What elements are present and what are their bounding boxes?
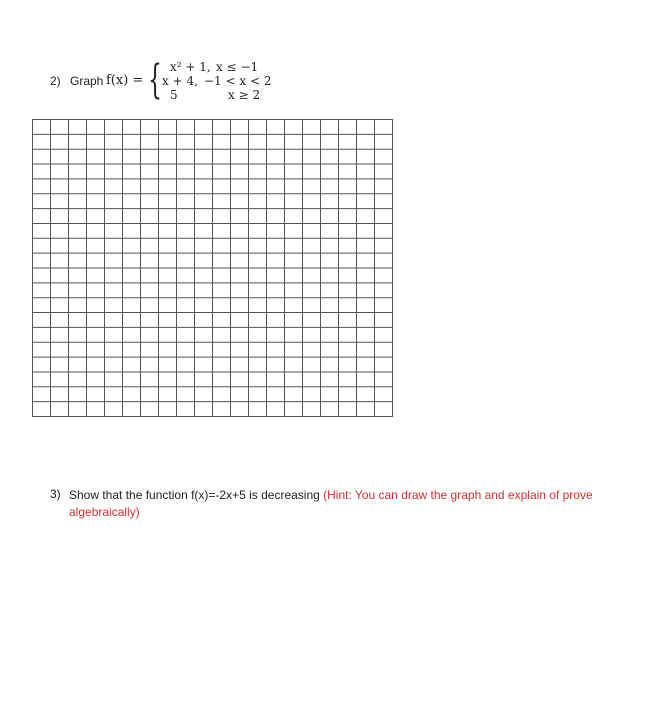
question-2-label: Graph xyxy=(70,74,104,88)
question-3-hint: (Hint: You can draw the graph and explain of prove algebraically) xyxy=(69,488,593,519)
piece-2-expression: x + 4, xyxy=(162,74,198,88)
question-3-prompt: Show that the function f(x)=-2x+5 is decreasing xyxy=(69,488,324,502)
piece-1-condition: x ≤ −1 xyxy=(216,60,259,74)
piece-1-expression: x² + 1, xyxy=(170,60,211,74)
question-3 xyxy=(0,480,670,540)
question-3-text xyxy=(69,487,629,521)
piece-3-expression: 5 xyxy=(170,88,178,102)
function-name: f(x) = xyxy=(106,73,144,88)
piecewise-brace: { xyxy=(148,57,162,103)
graph-grid[interactable] xyxy=(32,119,393,417)
piece-2-condition: −1 < x < 2 xyxy=(204,74,272,88)
question-2-number: 2) xyxy=(50,74,61,88)
question-3-number: 3) xyxy=(50,487,61,501)
piece-3-condition: x ≥ 2 xyxy=(228,88,261,102)
question-2 xyxy=(0,0,670,110)
